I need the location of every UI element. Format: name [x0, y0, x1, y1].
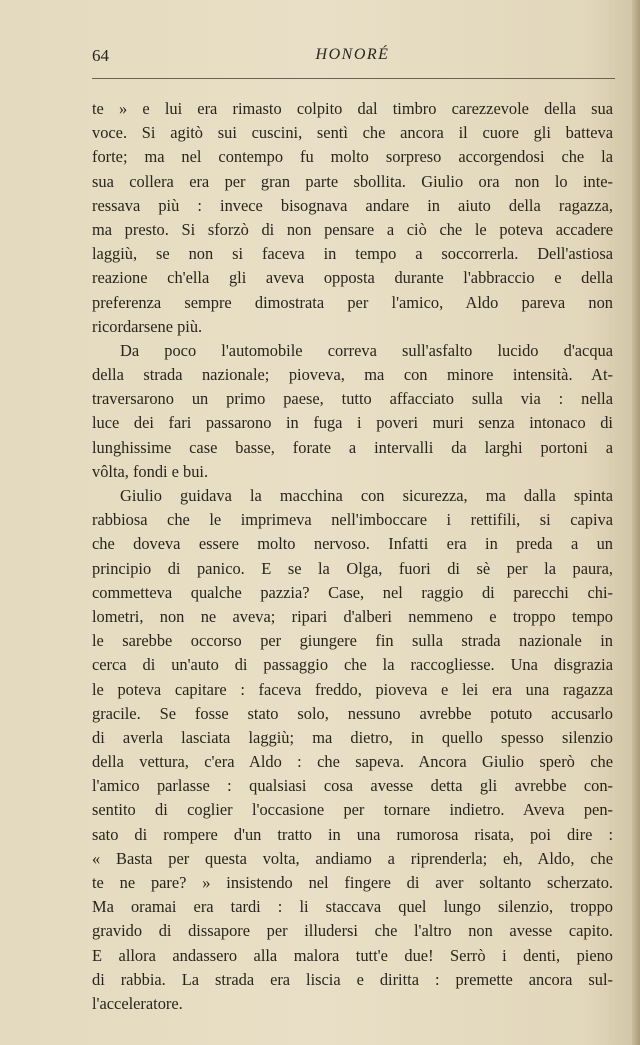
text-line: sato di rompere d'un tratto in una rumorosa risata, poi dire : — [92, 824, 613, 844]
text-line: voce. Si agitò sui cuscini, sentì che ancora il cuore gli batteva — [92, 123, 613, 143]
text-line: di rabbia. La strada era liscia e diritta : premette ancora sul- — [92, 969, 613, 989]
text-line: che doveva essere molto nervoso. Infatti era in preda a un — [92, 534, 613, 554]
header-rule — [92, 78, 615, 79]
text-line: cerca di un'auto di passaggio che la raccogliesse. Una disgrazia — [92, 655, 613, 675]
text-line: principio di panico. E se la Olga, fuori di sè per la paura, — [92, 558, 613, 578]
text-line: l'acceleratore. — [92, 993, 183, 1013]
text-line: « Basta per questa volta, andiamo a riprenderla; eh, Aldo, che — [92, 848, 613, 868]
text-line: l'amico parlasse : qualsiasi cosa avesse detta gli avrebbe con- — [92, 776, 613, 796]
text-line: laggiù, se non si faceva in tempo a soccorrerla. Dell'astiosa — [92, 244, 613, 264]
text-line: luce dei fari passarono in fuga i poveri muri senza intonaco di — [92, 413, 613, 433]
text-line: sentito di coglier l'occasione per tornare indietro. Aveva pen- — [92, 800, 613, 820]
text-line: lunghissime case basse, forate a intervalli da larghi portoni a — [92, 437, 613, 457]
page-edge-shadow — [632, 0, 640, 1045]
text-line: gracile. Se fosse stato solo, nessuno avrebbe potuto accusarlo — [92, 703, 613, 723]
running-title: HONORÉ — [315, 46, 390, 63]
text-line: rabbiosa che le imprimeva nell'imboccare i rettifili, si capiva — [92, 510, 613, 530]
text-line: della strada nazionale; pioveva, ma con minore intensità. At- — [92, 365, 613, 385]
text-line: reazione ch'ella gli aveva opposta durante l'abbraccio e della — [92, 268, 613, 288]
text-line: forte; ma nel contempo fu molto sorpreso accorgendosi che la — [92, 147, 613, 167]
text-line: preferenza sempre dimostrata per l'amico, Aldo pareva non — [92, 292, 613, 312]
text-line: ma presto. Si sforzò di non pensare a ciò che le poteva accadere — [92, 219, 613, 239]
text-line: commetteva qualche pazzia? Case, nel raggio di parecchi chi- — [92, 582, 613, 602]
text-line: le sarebbe occorso per giungere fin sulla strada nazionale in — [92, 631, 613, 651]
text-line: Da poco l'automobile correva sull'asfalto lucido d'acqua — [120, 340, 613, 360]
text-line: le poteva capitare : faceva freddo, pioveva e lei era una ragazza — [92, 679, 613, 699]
text-line: te » e lui era rimasto colpito dal timbro carezzevole della sua — [92, 99, 613, 118]
text-line: della vettura, c'era Aldo : che sapeva. Ancora Giulio sperò che — [92, 752, 613, 772]
text-line: di averla lasciata laggiù; ma dietro, in quello spesso silenzio — [92, 727, 613, 747]
text-line: lometri, non ne aveva; ripari d'alberi nemmeno e troppo tempo — [92, 606, 613, 626]
text-line: te ne pare? » insistendo nel fingere di aver soltanto scherzato. — [92, 873, 613, 892]
page-header — [92, 46, 613, 74]
text-line: traversarono un primo paese, tutto affacciato sulla via : nella — [92, 389, 613, 409]
text-line: Giulio guidava la macchina con sicurezza, ma dalla spinta — [120, 486, 613, 505]
text-line: ressava più : invece bisognava andare in aiuto della ragazza, — [92, 195, 613, 215]
text-line: vôlta, fondi e bui. — [92, 461, 209, 481]
text-line: Ma oramai era tardi : li staccava quel lungo silenzio, troppo — [92, 897, 613, 917]
text-line: ricordarsene più. — [92, 316, 203, 336]
text-line: sua collera era per gran parte sbollita. Giulio ora non lo inte- — [92, 171, 613, 191]
text-line: E allora andassero alla malora tutt'e due! Serrò i denti, pieno — [92, 945, 613, 965]
body-text — [92, 97, 613, 1016]
page-number: 64 — [92, 46, 109, 65]
text-line: gravido di dissapore per illudersi che l'altro non avesse capito. — [92, 921, 613, 941]
